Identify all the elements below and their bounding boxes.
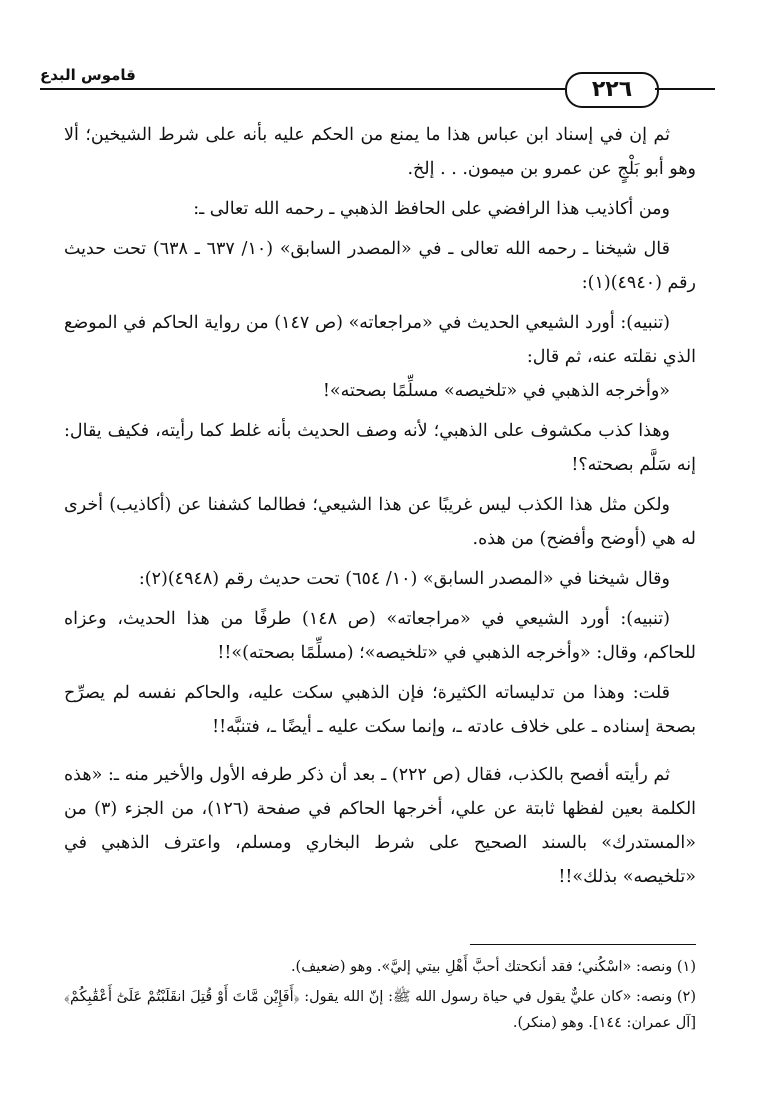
paragraph: وهذا كذب مكشوف على الذهبي؛ لأنه وصف الحديث بأنه غلط كما رأيته، فكيف يقال: إنه سَلَّم بصحته؟! bbox=[64, 421, 696, 475]
paragraph: ولكن مثل هذا الكذب ليس غريبًا عن هذا الشيعي؛ فطالما كشفنا عن (أكاذيب) أخرى له هي (أوضح وأفضح) من هذه. bbox=[64, 495, 696, 549]
page-number: ٢٢٦ bbox=[565, 72, 659, 108]
body-text bbox=[64, 118, 696, 900]
paragraph: (تنبيه): أورد الشيعي الحديث في «مراجعاته» (ص ١٤٧) من رواية الحاكم في الموضع الذي نقلته عنه، ثم قال: bbox=[64, 313, 696, 367]
footnotes bbox=[64, 954, 696, 1040]
paragraph: ومن أكاذيب هذا الرافضي على الحافظ الذهبي ـ رحمه الله تعالى ـ: bbox=[193, 199, 670, 219]
paragraph: (تنبيه): أورد الشيعي في «مراجعاته» (ص ١٤٨) طرفًا من هذا الحديث، وعزاه للحاكم، وقال: «وأخرجه الذهبي في «تلخيصه»؛ (مسلِّمًا بصحته)»!! bbox=[64, 609, 696, 663]
header-rule-tail bbox=[655, 88, 715, 90]
paragraph: وقال شيخنا في «المصدر السابق» (١٠/ ٦٥٤) تحت حديث رقم (٤٩٤٨)(٢): bbox=[138, 569, 670, 589]
page-header bbox=[40, 60, 720, 120]
paragraph: ثم إن في إسناد ابن عباس هذا ما يمنع من الحكم عليه بأنه على شرط الشيخين؛ ألا وهو أبو بَلْجٍ عن عمرو بن ميمون. . . إلخ. bbox=[64, 125, 696, 179]
paragraph: ثم رأيته أفصح بالكذب، فقال (ص ٢٢٢) ـ بعد أن ذكر طرفه الأول والأخير منه ـ: «هذه الكلمة بعين لفظها ثابتة عن علي، أخرجها الحاكم في صفحة (١٢٦)، من الجزء (٣) من «المستدرك» بالسند الصحيح على شرط البخاري ومسلم، واعترف الذهبي في «تلخيصه» بذلك»!! bbox=[64, 765, 697, 887]
quoted-paragraph: «وأخرجه الذهبي في «تلخيصه» مسلِّمًا بصحته»! bbox=[322, 381, 670, 401]
paragraph: قال شيخنا ـ رحمه الله تعالى ـ في «المصدر السابق» (١٠/ ٦٣٧ ـ ٦٣٨) تحت حديث رقم (٤٩٤٠)(١): bbox=[64, 239, 696, 293]
footnote-divider bbox=[470, 944, 696, 945]
footnote: (٢) ونصه: «كان عليٌّ يقول في حياة رسول الله ﷺ: إنّ الله يقول: ﴿أَفَإِيْن مَّاتَ أَوْ قُتِلَ انقَلَبْتُمْ عَلَىٰٓ أَعْقَٰبِكُمْ﴾ [آل عمران: ١٤٤]. وهو (منكر). bbox=[64, 989, 696, 1031]
paragraph: قلت: وهذا من تدليساته الكثيرة؛ فإن الذهبي سكت عليه، والحاكم نفسه لم يصرِّح بصحة إسناده ـ على خلاف عادته ـ، وإنما سكت عليه ـ أيضًا ـ، فتنبَّه!! bbox=[64, 683, 696, 737]
header-rule bbox=[40, 88, 565, 90]
running-title: قاموس البدع bbox=[40, 66, 136, 84]
footnote: (١) ونصه: «اسْكُني؛ فقد أنكحتك أحبَّ أَهْلِ بيتي إليَّ». وهو (ضعيف). bbox=[290, 959, 696, 975]
